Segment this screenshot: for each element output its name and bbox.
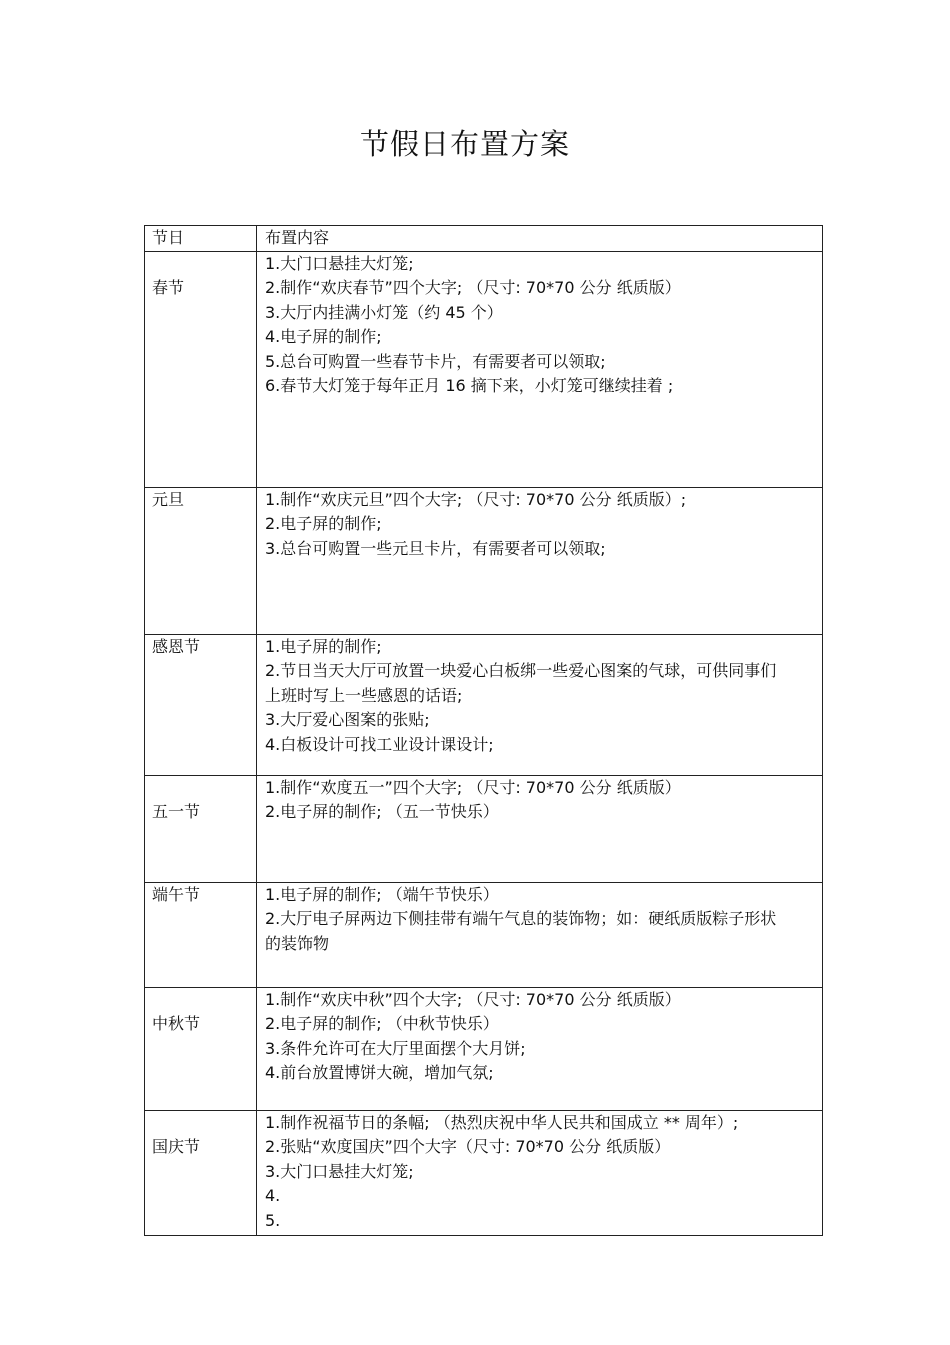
content-cell [257, 634, 823, 775]
content-line: 5. [265, 1210, 281, 1230]
content-cell [257, 775, 823, 882]
content-line: 4.白板设计可找工业设计课设计; [265, 734, 494, 754]
table-row [145, 882, 823, 987]
festival-name: 五一节 [152, 801, 201, 821]
festival-name: 感恩节 [152, 636, 201, 656]
table-row [145, 487, 823, 634]
festival-cell [145, 775, 257, 882]
festival-name: 国庆节 [152, 1136, 201, 1156]
festival-cell [145, 987, 257, 1110]
content-line: 4. [265, 1186, 281, 1205]
content-line: 1.制作“欢度五一”四个大字; （尺寸: 70*70 公分 纸质版） [265, 777, 681, 797]
content-line: 2.张贴“欢度国庆”四个大字（尺寸: 70*70 公分 纸质版） [265, 1137, 671, 1156]
festival-name: 春节 [152, 277, 185, 297]
content-cell [257, 1110, 823, 1235]
holiday-plan-table [144, 225, 823, 1236]
content-line: 3.总台可购置一些元旦卡片，有需要者可以领取; [265, 538, 606, 558]
content-line: 1.制作“欢庆中秋”四个大字; （尺寸: 70*70 公分 纸质版） [265, 989, 681, 1009]
content-line: 2.节日当天大厅可放置一块爱心白板绑一些爱心图案的气球，可供同事们上班时写上一些感恩的话语; [265, 661, 777, 705]
content-cell [257, 987, 823, 1110]
content-line: 3.条件允许可在大厅里面摆个大月饼; [265, 1038, 526, 1058]
table-row [145, 634, 823, 775]
content-line: 3.大厅爱心图案的张贴; [265, 710, 430, 729]
table-row [145, 775, 823, 882]
content-line: 6.春节大灯笼于每年正月 16 摘下来，小灯笼可继续挂着 ; [265, 376, 674, 395]
content-line: 1.电子屏的制作; （端午节快乐） [265, 884, 499, 904]
table-row [145, 251, 823, 487]
content-line: 2.电子屏的制作; [265, 514, 382, 533]
content-line: 4.电子屏的制作; [265, 327, 382, 346]
festival-name: 元旦 [152, 489, 185, 509]
content-cell [257, 251, 823, 487]
table-row [145, 987, 823, 1110]
festival-name: 中秋节 [152, 1013, 201, 1033]
content-line: 4.前台放置博饼大碗，增加气氛; [265, 1063, 494, 1082]
table-row [145, 1110, 823, 1235]
festival-cell [145, 882, 257, 987]
content-line: 3.大厅内挂满小灯笼（约 45 个） [265, 302, 503, 322]
content-cell [257, 487, 823, 634]
content-line: 5.总台可购置一些春节卡片，有需要者可以领取; [265, 351, 606, 371]
content-line: 2.电子屏的制作; （中秋节快乐） [265, 1014, 499, 1033]
content-line: 1.大门口悬挂大灯笼; [265, 253, 414, 273]
header-festival: 节日 [145, 226, 257, 252]
header-content: 布置内容 [257, 226, 823, 252]
content-line: 1.电子屏的制作; [265, 636, 382, 656]
content-line: 1.制作“欢庆元旦”四个大字; （尺寸: 70*70 公分 纸质版）; [265, 489, 687, 509]
content-line: 1.制作祝福节日的条幅; （热烈庆祝中华人民共和国成立 ** 周年）; [265, 1112, 739, 1132]
content-line: 2.大厅电子屏两边下侧挂带有端午气息的装饰物；如：硬纸质版粽子形状的装饰物 [265, 909, 777, 953]
festival-cell [145, 251, 257, 487]
festival-cell [145, 1110, 257, 1235]
festival-cell [145, 487, 257, 634]
festival-name: 端午节 [152, 884, 201, 904]
content-line: 2.制作“欢庆春节”四个大字; （尺寸: 70*70 公分 纸质版） [265, 278, 681, 297]
content-line: 2.电子屏的制作; （五一节快乐） [265, 802, 499, 821]
table-header-row [145, 226, 823, 252]
festival-cell [145, 634, 257, 775]
page-title: 节假日布置方案 [359, 127, 570, 161]
content-line: 3.大门口悬挂大灯笼; [265, 1161, 414, 1181]
content-cell [257, 882, 823, 987]
